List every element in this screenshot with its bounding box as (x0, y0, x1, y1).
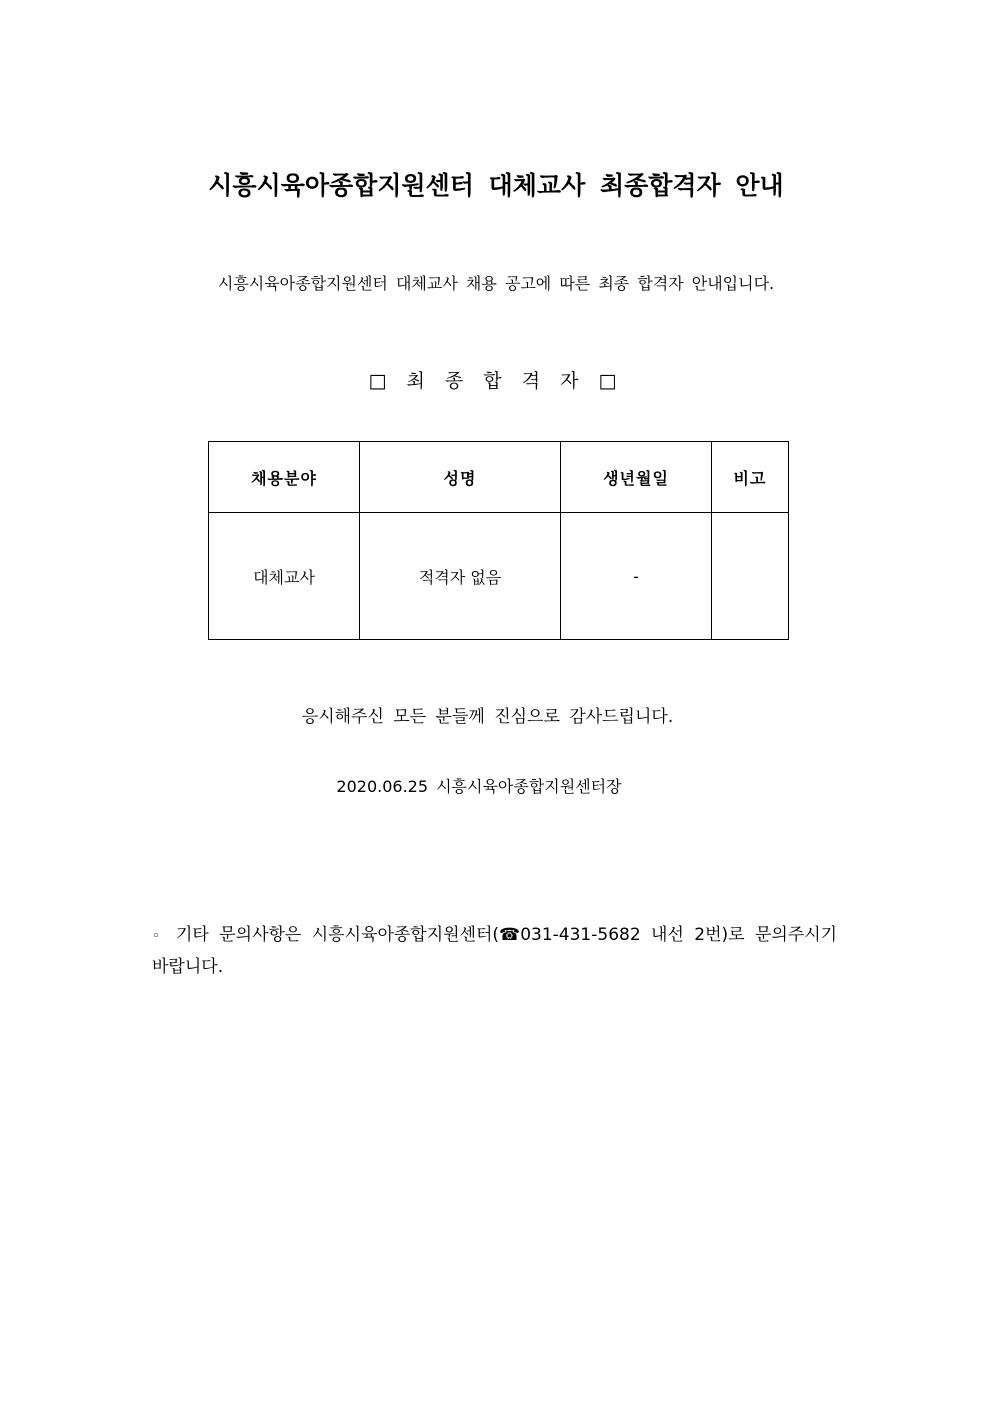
header-remarks: 비고 (712, 442, 789, 513)
header-name: 성명 (360, 442, 561, 513)
table-row (209, 513, 789, 640)
cell-field: 대체교사 (209, 513, 360, 640)
cell-name: 적격자 없음 (360, 513, 561, 640)
page-title: 시흥시육아종합지원센터 대체교사 최종합격자 안내 (208, 171, 784, 200)
cell-remarks (712, 513, 789, 640)
header-birthdate: 생년월일 (561, 442, 712, 513)
thanks-text: 응시해주신 모든 분들께 진심으로 감사드립니다. (301, 707, 674, 727)
result-table (208, 441, 789, 640)
section-heading: □ 최 종 합 격 자 □ (368, 370, 624, 392)
bullet-icon: ◦ (152, 929, 160, 944)
contact-note (152, 920, 842, 982)
intro-text: 시흥시육아종합지원센터 대체교사 채용 공고에 따른 최종 합격자 안내입니다. (217, 274, 775, 293)
contact-note-text: 기타 문의사항은 시흥시육아종합지원센터(☎031-431-5682 내선 2번)로 문의주시기 바랍니다. (152, 925, 838, 977)
table-header-row (209, 442, 789, 513)
header-field: 채용분야 (209, 442, 360, 513)
cell-birthdate: - (561, 513, 712, 640)
signature-line: 2020.06.25 시흥시육아종합지원센터장 (336, 777, 622, 796)
